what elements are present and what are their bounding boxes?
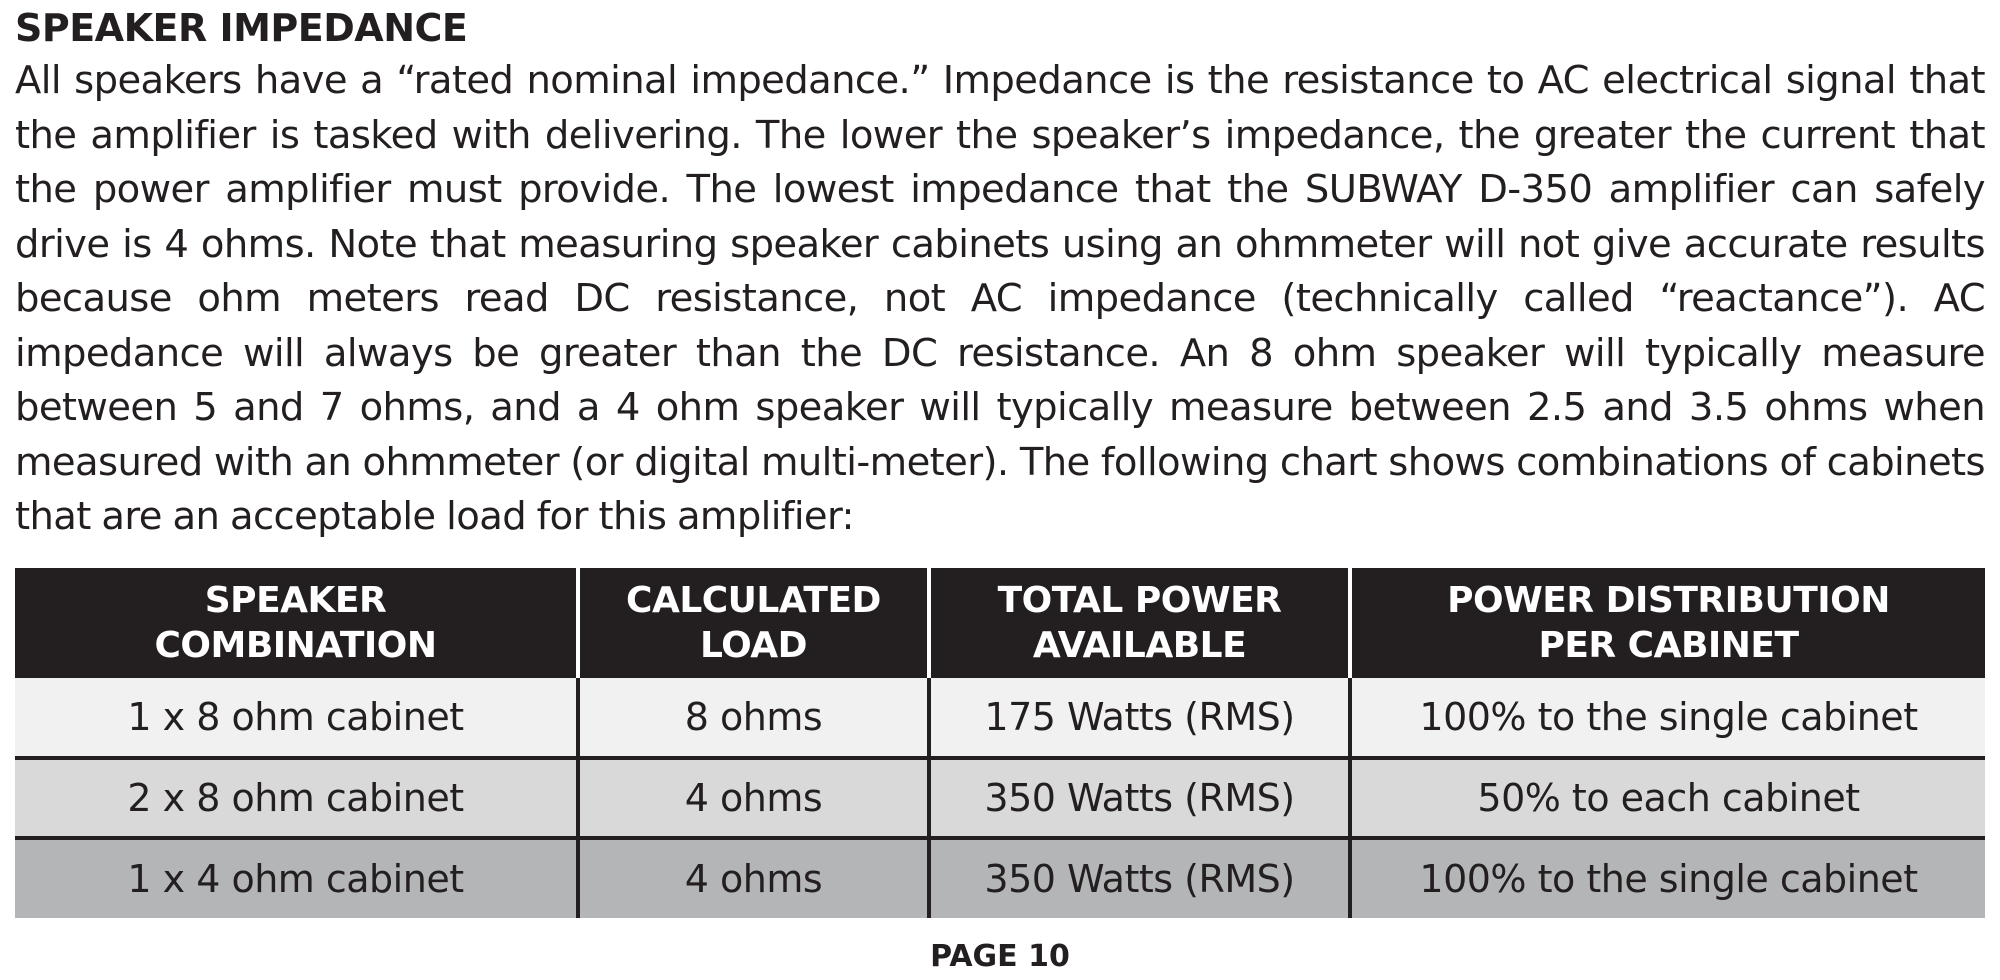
table-header-row — [15, 568, 1985, 678]
cell-power-distribution: 50% to each cabinet — [1350, 758, 1985, 838]
cell-power-distribution: 100% to the single cabinet — [1350, 838, 1985, 918]
table-row — [15, 758, 1985, 838]
cell-total-power: 350 Watts (RMS) — [929, 838, 1350, 918]
header-calculated-load — [578, 568, 929, 678]
speaker-combination-table — [15, 568, 1985, 918]
cell-total-power: 175 Watts (RMS) — [929, 678, 1350, 758]
header-line: CALCULATED — [626, 580, 881, 621]
page-number: PAGE 10 — [930, 939, 1070, 974]
header-line: PER CABINET — [1538, 625, 1799, 666]
table-row — [15, 678, 1985, 758]
manual-page — [15, 0, 1985, 980]
header-total-power — [929, 568, 1350, 678]
cell-calculated-load: 4 ohms — [578, 758, 929, 838]
header-line: POWER DISTRIBUTION — [1447, 580, 1890, 621]
cell-power-distribution: 100% to the single cabinet — [1350, 678, 1985, 758]
cell-speaker-combination: 1 x 4 ohm cabinet — [15, 838, 578, 918]
cell-total-power: 350 Watts (RMS) — [929, 758, 1350, 838]
header-line: AVAILABLE — [1032, 625, 1247, 666]
cell-speaker-combination: 1 x 8 ohm cabinet — [15, 678, 578, 758]
section-heading: SPEAKER IMPEDANCE — [15, 6, 468, 50]
cell-speaker-combination: 2 x 8 ohm cabinet — [15, 758, 578, 838]
table-row — [15, 838, 1985, 918]
header-line: LOAD — [699, 625, 808, 666]
header-speaker-combination — [15, 568, 578, 678]
section-body-paragraph: All speakers have a “rated nominal impedance.” Impedance is the resistance to AC electrical signal that the amplifier is tasked with delivering. The lower the speaker’s impedance, the greater the current that the power amplifier must provide. The lowest impedance that the SUBWAY D-350 amplifier can safely drive is 4 ohms. Note that measuring speaker cabinets using an ohmmeter will not give accurate results because ohm meters read DC resistance, not AC impedance (technically called “reactance”). AC impedance will always be greater than the DC resistance. An 8 ohm speaker will typically measure between 5 and 7 ohms, and a 4 ohm speaker will typically measure between 2.5 and 3.5 ohms when measured with an ohmmeter (or digital multi-meter). The following chart shows combinations of cabinets that are an acceptable load for this amplifier: — [15, 58, 1985, 539]
header-line: TOTAL POWER — [997, 580, 1282, 621]
header-line: COMBINATION — [154, 625, 437, 666]
header-line: SPEAKER — [204, 580, 387, 621]
cell-calculated-load: 4 ohms — [578, 838, 929, 918]
cell-calculated-load: 8 ohms — [578, 678, 929, 758]
header-power-distribution — [1350, 568, 1985, 678]
